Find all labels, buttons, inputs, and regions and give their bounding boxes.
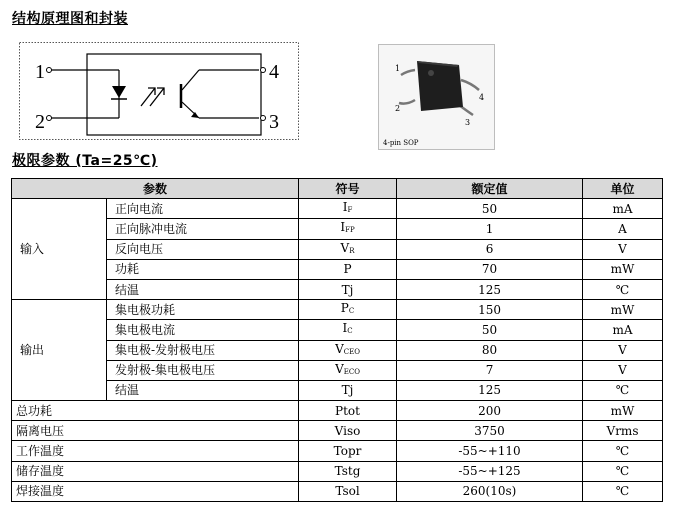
unit-cell: V xyxy=(583,360,663,380)
unit-cell: ℃ xyxy=(583,380,663,400)
parameter-cell: 正向脉冲电流 xyxy=(107,219,299,239)
parameter-cell: 隔离电压 xyxy=(12,421,299,441)
value-cell: 125 xyxy=(397,279,583,299)
value-cell: 70 xyxy=(397,259,583,279)
pin-label-3: 3 xyxy=(269,111,279,133)
unit-cell: ℃ xyxy=(583,461,663,481)
symbol-cell: Tstg xyxy=(299,461,397,481)
package-caption: 4-pin SOP xyxy=(383,139,419,147)
symbol-cell xyxy=(299,279,397,299)
symbol-subscript: CEO xyxy=(343,347,360,356)
light-arrows-icon xyxy=(141,88,164,106)
table-row xyxy=(12,380,663,400)
header-parameter: 参数 xyxy=(12,179,299,199)
symbol-main: V xyxy=(335,341,344,356)
value-cell: 80 xyxy=(397,340,583,360)
phototransistor-icon xyxy=(181,70,259,118)
unit-cell: V xyxy=(583,239,663,259)
package-pin-1: 1 xyxy=(395,64,401,73)
table-row xyxy=(12,300,663,320)
pin-label-2: 2 xyxy=(35,111,45,133)
value-cell: 150 xyxy=(397,300,583,320)
symbol-main: I xyxy=(340,220,346,235)
symbol-cell: Viso xyxy=(299,421,397,441)
parameter-cell: 功耗 xyxy=(107,259,299,279)
symbol-subscript: ECO xyxy=(343,367,360,376)
value-cell: 200 xyxy=(397,401,583,421)
parameter-cell: 结温 xyxy=(107,279,299,299)
symbol-main: V xyxy=(335,361,344,376)
header-unit: 单位 xyxy=(583,179,663,199)
parameter-cell: 结温 xyxy=(107,380,299,400)
parameter-cell: 集电极电流 xyxy=(107,320,299,340)
parameter-cell: 焊接温度 xyxy=(12,481,299,501)
value-cell: 260(10s) xyxy=(397,481,583,501)
value-cell: -55~+110 xyxy=(397,441,583,461)
package-pin-2: 2 xyxy=(395,104,401,113)
package-photo xyxy=(378,44,495,150)
table-row xyxy=(12,481,663,501)
absolute-ratings-table xyxy=(11,178,663,502)
unit-cell: V xyxy=(583,340,663,360)
symbol-main: P xyxy=(343,262,352,277)
package-pin-3: 3 xyxy=(465,118,471,127)
parameter-cell: 储存温度 xyxy=(12,461,299,481)
table-row xyxy=(12,340,663,360)
symbol-cell xyxy=(299,380,397,400)
table-row xyxy=(12,219,663,239)
table-row xyxy=(12,441,663,461)
symbol-cell xyxy=(299,320,397,340)
symbol-cell xyxy=(299,360,397,380)
section-title-diagram: 结构原理图和封装 xyxy=(12,11,128,27)
symbol-cell: Tsol xyxy=(299,481,397,501)
value-cell: 1 xyxy=(397,219,583,239)
unit-cell: mW xyxy=(583,401,663,421)
table-row xyxy=(12,259,663,279)
value-cell: 3750 xyxy=(397,421,583,441)
value-cell: 6 xyxy=(397,239,583,259)
package-pin-4: 4 xyxy=(479,93,485,102)
symbol-cell xyxy=(299,300,397,320)
table-row xyxy=(12,320,663,340)
symbol-cell xyxy=(299,340,397,360)
parameter-cell: 集电极-发射极电压 xyxy=(107,340,299,360)
symbol-cell xyxy=(299,219,397,239)
symbol-main: Tj xyxy=(341,282,354,297)
parameter-cell: 反向电压 xyxy=(107,239,299,259)
symbol-main: Tj xyxy=(341,383,354,398)
value-cell: 50 xyxy=(397,320,583,340)
symbol-main: I xyxy=(342,321,348,336)
header-rating: 额定值 xyxy=(397,179,583,199)
group-label: 输入 xyxy=(12,199,107,300)
pin-label-1: 1 xyxy=(35,61,45,83)
symbol-cell xyxy=(299,239,397,259)
pin-label-4: 4 xyxy=(269,61,279,83)
symbol-main: V xyxy=(340,240,350,255)
table-row xyxy=(12,239,663,259)
unit-cell: Vrms xyxy=(583,421,663,441)
unit-cell: mA xyxy=(583,199,663,219)
symbol-subscript: FP xyxy=(345,226,355,235)
parameter-cell: 工作温度 xyxy=(12,441,299,461)
symbol-cell xyxy=(299,199,397,219)
symbol-cell: Topr xyxy=(299,441,397,461)
unit-cell: ℃ xyxy=(583,279,663,299)
unit-cell: mW xyxy=(583,300,663,320)
unit-cell: mW xyxy=(583,259,663,279)
parameter-cell: 总功耗 xyxy=(12,401,299,421)
unit-cell: ℃ xyxy=(583,481,663,501)
symbol-subscript: C xyxy=(347,327,353,336)
value-cell: 50 xyxy=(397,199,583,219)
symbol-cell xyxy=(299,259,397,279)
table-row xyxy=(12,279,663,299)
table-row xyxy=(12,401,663,421)
unit-cell: A xyxy=(583,219,663,239)
unit-cell: mA xyxy=(583,320,663,340)
symbol-main: I xyxy=(342,200,348,215)
symbol-subscript: C xyxy=(348,307,355,316)
symbol-main: P xyxy=(340,301,349,316)
symbol-cell: Ptot xyxy=(299,401,397,421)
group-label: 输出 xyxy=(12,300,107,401)
led-diode-icon xyxy=(112,86,126,98)
section-title-ratings: 极限参数 (Ta=25℃) xyxy=(12,153,158,169)
table-header-row xyxy=(12,179,663,199)
parameter-cell: 发射极-集电极电压 xyxy=(107,360,299,380)
sop-package-icon xyxy=(399,61,479,115)
unit-cell: ℃ xyxy=(583,441,663,461)
parameter-cell: 正向电流 xyxy=(107,199,299,219)
table-row xyxy=(12,461,663,481)
table-row xyxy=(12,421,663,441)
value-cell: -55~+125 xyxy=(397,461,583,481)
symbol-subscript: R xyxy=(349,246,355,255)
symbol-subscript: F xyxy=(347,206,353,215)
table-row xyxy=(12,199,663,219)
schematic-diagram xyxy=(19,42,299,140)
value-cell: 125 xyxy=(397,380,583,400)
table-row xyxy=(12,360,663,380)
value-cell: 7 xyxy=(397,360,583,380)
header-symbol: 符号 xyxy=(299,179,397,199)
parameter-cell: 集电极功耗 xyxy=(107,300,299,320)
